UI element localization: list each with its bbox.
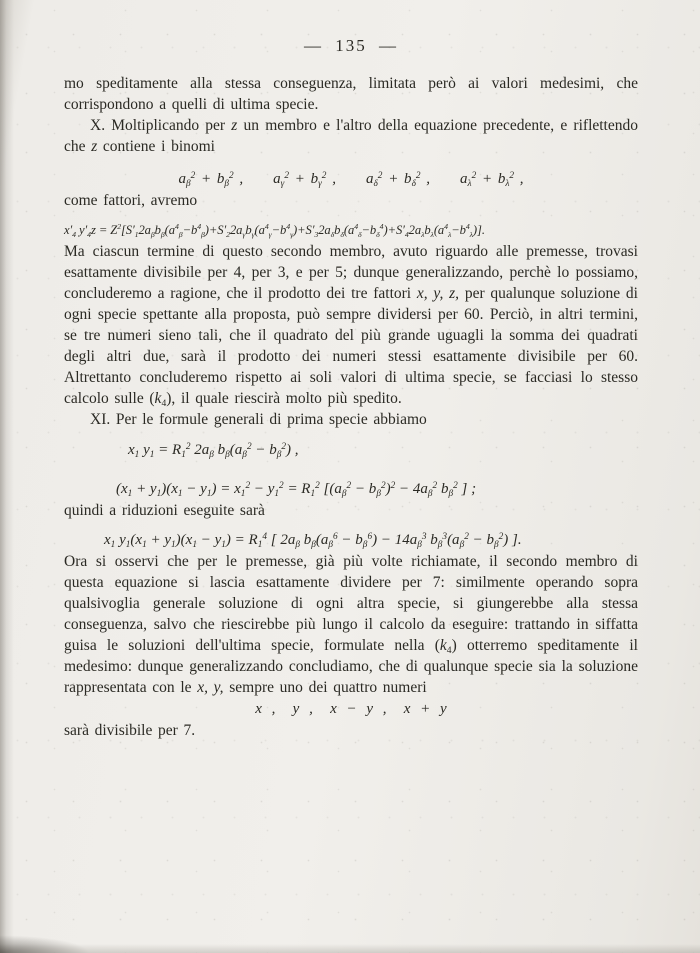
page-number: — 135 — <box>304 36 398 55</box>
main-equation: $x'_4$ $y'_4z = Z^2[S'_12a_\beta b_\beta(a^4_\beta-b^4_\beta)+S'_22a_\gamma b_\gamma(a^4_\gamma-b^4_\gamma)+S'_32a_\delta b_\delta(a^4_\delta-b_\delta^4)+S'_42a_\lambda b_\lambda(a^4_\lambda-b^4_\lambda)]$. <box>64 222 485 239</box>
binomials-formula: $a_\beta^2 + b_\beta^2$ , $a_\gamma^2 + b_\gamma^2$ , $a_\delta^2 + b_\delta^2$ , $a_\lambda^2 + b_\lambda^2$ , <box>178 171 524 189</box>
come-fattori-line: come fattori, avremo <box>64 192 198 209</box>
paragraph-intro-continuation: mo speditamente alla stessa conseguenza, limitata però ai valori medesimi, che corrispondono a quelli di ultima specie. <box>64 75 638 113</box>
section-x-paragraph: X. Moltiplicando per z un membro e l'altro della equazione precedente, e riflettendo che z contiene i binomi <box>64 117 638 155</box>
page-content <box>64 36 638 741</box>
formula-x1y1: $x_1$ $y_1 = R_1^2$ $2a_\beta$ $b_\beta(a_\beta^2 - b_\beta^2)$ , <box>128 442 299 460</box>
scan-corner-smudge <box>0 935 90 953</box>
four-numbers-formula: x , y , x − y , x + y <box>255 701 447 717</box>
scan-edge-shadow-left <box>0 0 14 953</box>
scan-edge-shadow-bottom <box>0 944 700 953</box>
paragraph-ora-si-osservi: Ora si osservi che per le premesse, già più volte richiamate, il secondo membro di questa equazione si lascia esattamente dividere per 7: similmente operando sopra qualsivoglia generale soluzione di ogni altra specie, si giungerebbe alla stessa conseguenza, salvo che riescirebbe più lungo il calcolo da eseguire: trattando in siffatta guisa le soluzioni dell'ultima specie, formulate nella $(k_4)$ otterremo speditamente il medesimo: dunque generalizzando concludiamo, che di qualunque specie sia la soluzione rappresentata con le x, y, sempre uno dei quattro numeri <box>64 553 638 696</box>
quindi-line: quindi a riduzioni eseguite sarà <box>64 502 265 519</box>
closing-line: sarà divisibile per 7. <box>64 722 196 739</box>
formula-product: $x_1$ $y_1(x_1 + y_1)(x_1 - y_1) = R_1^4$ [ $2a_\beta$ $b_\beta(a_\beta^6 - b_\beta^6) - 14a_\beta^3$ $b_\beta^3(a_\beta^2 - b_\beta^2)$ ]. <box>104 532 522 550</box>
paragraph-ma-ciascun: Ma ciascun termine di questo secondo membro, avuto riguardo alle premesse, trovasi esattamente divisibile per 4, per 3, e per 5; dunque generalizzando, perchè lo possiamo, concluderemo a ragione, che il prodotto dei tre fattori x, y, z, per qualunque soluzione di ogni specie spettante alla proposta, può sempre dividersi per 60. Perciò, in altri termini, se tre numeri sieno tali, che il quadrato del più grande uguagli la somma dei quadrati degli altri due, sarà il prodotto dei numeri stessi esattamente divisibile per 60. Altrettanto concluderemo rispetto ai soli valori di ultima specie, se facciasi lo stesso calcolo sulle $(k_4)$, il quale riescirà molto più spedito. <box>64 243 638 409</box>
formula-sum-difference: $(x_1 + y_1)(x_1 - y_1) = x_1^2 - y_1^2 = R_1^2$ [$(a_\beta^2 - b_\beta^2)^2 - 4a_\beta^2$ $b_\beta^2$ ] ; <box>116 481 477 499</box>
section-xi-paragraph: XI. Per le formule generali di prima specie abbiamo <box>90 411 427 428</box>
